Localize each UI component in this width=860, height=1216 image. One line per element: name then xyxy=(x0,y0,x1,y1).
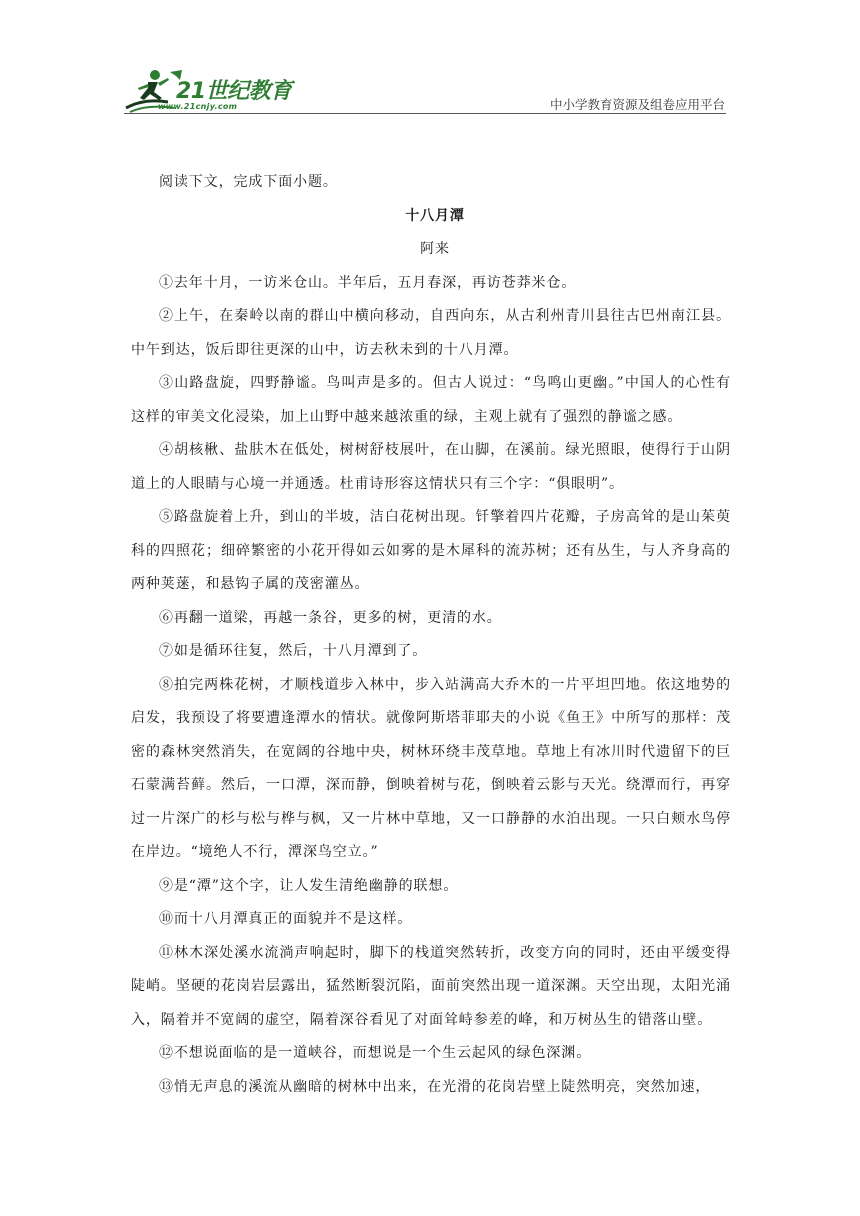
paragraph-8: ⑧拍完两株花树，才顺栈道步入林中，步入站满高大乔木的一片平坦凹地。依这地势的启发，我预设了将要遭逢潭水的情状。就像阿斯塔菲耶夫的小说《鱼王》中所写的那样：茂密的森林突然消失，在宽阔的谷地中央，树林环绕丰茂草地。草地上有冰川时代遗留下的巨石蒙满苔藓。然后，一口潭，深而静，倒映着树与花，倒映着云影与天光。绕潭而行，再穿过一片深广的杉与松与桦与枫，又一片林中草地，又一口静静的水泊出现。一只白颊水鸟停在岸边。“境绝人不行，潭深鸟空立。” xyxy=(131,676,731,860)
logo xyxy=(124,68,294,118)
paragraph-7: ⑦如是循环往复，然后，十八月潭到了。 xyxy=(159,643,428,659)
paragraph-13: ⑬悄无声息的溪流从幽暗的树林中出来，在光滑的花岗岩壁上陡然明亮，突然加速， xyxy=(159,1078,711,1095)
paragraph-5: ⑤路盘旋着上升，到山的半坡，洁白花树出现。钎擎着四片花瓣，子房高耸的是山茱萸科的四照花；细碎繁密的小花开得如云如雾的是木犀科的流苏树；还有丛生，与人齐身高的两种荚蒾，和悬钩子属的茂密灌丛。 xyxy=(131,509,731,592)
article-title: 十八月潭 xyxy=(405,207,465,224)
logo-url: www.21cnjy.com xyxy=(158,102,238,111)
page-header xyxy=(0,0,860,130)
paragraph-11: ⑪林木深处溪水流淌声响起时，脚下的栈道突然转折，改变方向的同时，还由平缓变得陡峭。坚硬的花岗岩层露出，猛然断裂沉陷，面前突然出现一道深渊。天空出现，太阳光涌入，隔着并不宽阔的虚空，隔着深谷看见了对面耸峙参差的峰，和万树丛生的错落山壁。 xyxy=(131,944,731,1028)
paragraph-3: ③山路盘旋，四野静谧。鸟叫声是多的。但古人说过：“鸟鸣山更幽。”中国人的心性有这样的审美文化浸染，加上山野中越来越浓重的绿，主观上就有了强烈的静谧之感。 xyxy=(131,375,731,425)
paragraph-9: ⑨是“潭”这个字，让人发生清绝幽静的联想。 xyxy=(159,877,459,894)
paragraph-12: ⑫不想说面临的是一道峡谷，而想说是一个生云起风的绿色深渊。 xyxy=(159,1045,592,1061)
article-author: 阿来 xyxy=(420,241,450,257)
platform-name: 中小学教育资源及组卷应用平台 xyxy=(549,97,725,112)
logo-text: 21世纪教育 xyxy=(176,79,292,104)
paragraph-4: ④胡核楸、盐肤木在低处，树树舒枝展叶，在山脚，在溪前。绿光照眼，使得行于山阴道上的人眼睛与心境一并通透。杜甫诗形容这情状只有三个字：“俱眼明”。 xyxy=(131,442,731,492)
paragraph-10: ⑩而十八月潭真正的面貌并不是这样。 xyxy=(159,911,413,927)
document-body xyxy=(131,166,731,1104)
paragraph-2: ②上午，在秦岭以南的群山中横向移动，自西向东，从古利州青川县往古巴州南江县。中午到达，饭后即往更深的山中，访去秋未到的十八月潭。 xyxy=(131,308,731,358)
paragraph-6: ⑥再翻一道梁，再越一条谷，更多的树，更清的水。 xyxy=(159,609,502,626)
paragraph-1: ①去年十月，一访米仓山。半年后，五月春深，再访苍莽米仓。 xyxy=(159,274,577,291)
instruction: 阅读下文，完成下面小题。 xyxy=(159,174,338,190)
header-divider xyxy=(124,113,726,114)
